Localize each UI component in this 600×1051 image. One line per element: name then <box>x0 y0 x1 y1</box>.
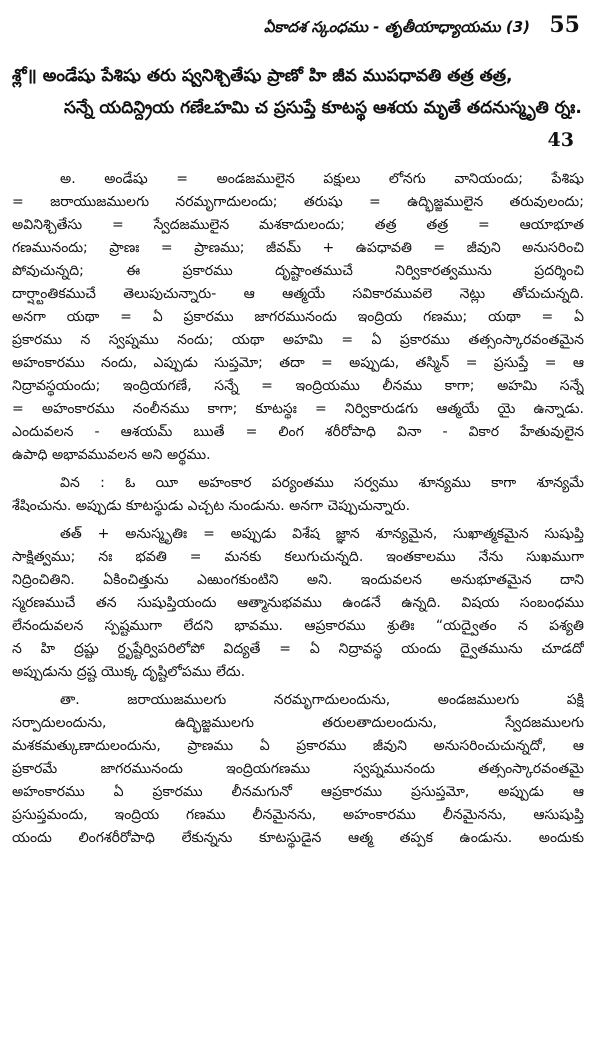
commentary-paragraph <box>12 168 584 467</box>
commentary-body <box>12 168 584 855</box>
text-line: అనగా యథా = ఏ ప్రకారము జాగరమునందు ఇంద్రియ గణము; యథా = ఏ <box>12 309 584 325</box>
text-line: స్మరణముచే తన సుషుప్తియందు ఆత్మానుభవము ఉండనే ఉన్నది. విషయ సంబంధము <box>12 595 584 611</box>
commentary-paragraph <box>12 689 584 850</box>
text-line: సాక్షిత్వము; నః భవతి = మనకు కలుగుచున్నది. ఇంతకాలము నేను సుఖముగా <box>12 549 584 565</box>
commentary-paragraph <box>12 472 584 518</box>
text-line: శేషించును. అప్పుడు కూటస్థుడు ఎచ్చట నుండును. అనగా చెప్పుచున్నారు. <box>12 498 411 514</box>
text-line: నిద్రావస్థయందు; ఇంద్రియగణే, సన్నే = ఇంద్రియము లీనము కాగా; అహమి సన్నే <box>12 378 584 394</box>
text-line: అహంకారము నందు, ఎప్పుడు సుప్తమో; తదా = అప్పుడు, తస్మిన్ = ప్రసుప్తే = ఆ <box>12 355 584 371</box>
text-line: సర్పాదులందును, ఉద్భిజ్జములగు తరులతాదులందును, స్వేదజములగు <box>12 715 584 731</box>
text-line: = అహంకారము నంలీనము కాగా; కూటస్థః = నిర్వికారుడగు ఆత్మయే యై ఉన్నాడు. <box>12 401 584 417</box>
sloka-line-2: సన్నే యదిన్ద్రియ గణేఽహమి చ ప్రసుప్తే కూటస్థ ఆశయ మృతే తదనుస్మృతి ర్నః. <box>64 98 582 118</box>
running-title: ఏకాదశ స్కంధము - తృతీయాధ్యాయము (3) <box>263 18 530 36</box>
text-line: అవినిశ్చితేసు = స్వేదజములైన మశకాదులందు; తత్ర తత్ర = ఆయాభూత <box>12 217 584 233</box>
text-line: విన : ఓ యీ అహంకార పర్యంతము సర్వము శూన్యము కాగా శూన్యమే <box>60 475 584 491</box>
text-line: లేనందువలన స్పష్టముగా లేదని భావము. ఆప్రకారము శ్రుతిః “యద్వైతం న పశ్యతి <box>12 618 584 634</box>
text-line: ప్రకారము న స్వప్నము నందు; యథా అహమి = ఏ ప్రకారము తత్సంస్కారవంతమైన <box>12 332 584 348</box>
sloka-verse <box>12 60 584 156</box>
text-line: న హి ద్రష్టు ర్దృష్టేర్విపరిలోపో విద్యతే = ఏ నిద్రావస్థ యందు ద్వైతమును చూడదో <box>12 641 584 657</box>
text-line: గణమునందు; ప్రాణః = ప్రాణము; జీవమ్ + ఉపధావతి = జీవుని అనుసరించి <box>12 240 584 256</box>
text-line: పోవుచున్నది; ఈ ప్రకారము దృష్టాంతముచే నిర్వికారత్వమును ప్రదర్శించి <box>12 263 584 279</box>
text-line: ఎందువలన - ఆశయమ్ ఋతే = లింగ శరీరోపాధి వినా - వికార హేతువులైన <box>12 424 584 440</box>
text-line: తత్ + అనుస్మృతిః = అప్పుడు విశేష జ్ఞాన శూన్యమైన, సుఖాత్మకమైన సుషుప్తి <box>60 526 584 542</box>
text-line: ప్రకారమే జాగరమునందు ఇంద్రియగణము స్వప్నమునందు తత్సంస్కారవంతమై <box>12 761 584 777</box>
text-line: యందు లింగశరీరోపాధి లేకున్నను కూటస్థుడైన ఆత్మ తప్పక ఉండును. అందుకు <box>12 830 584 846</box>
text-line: మశకమత్కుణాదులందును, ప్రాణము ఏ ప్రకారము జీవుని అనుసరించుచున్నదో, ఆ <box>12 738 584 754</box>
text-line: అప్పుడును ద్రష్ట యొక్క దృష్టిలోపము లేదు. <box>12 664 246 680</box>
sloka-line-1: శ్లో॥ అండేషు పేశిషు తరు ష్వనిశ్చితేషు ప్రాణో హి జీవ ముపధావతి తత్ర తత్ర, <box>12 66 513 86</box>
text-line: ఉపాధి అభావమువలన అని అర్థము. <box>12 447 211 463</box>
verse-number: 43 <box>547 129 574 151</box>
text-line: = జరాయుజములగు నరమృగాదులందు; తరుషు = ఉద్భిజ్జములైన తరువులందు; <box>12 194 584 210</box>
page-header <box>0 14 600 44</box>
text-line: దార్ష్టాంతికముచే తెలుపుచున్నారు- ఆ ఆత్మయే సవికారమువలె నెట్లు తోచుచున్నది. <box>12 286 584 302</box>
text-line: అహంకారము ఏ ప్రకారము లీనమగునో ఆప్రకారము ప్రసుప్తమో, అప్పుడు ఆ <box>12 784 584 800</box>
page-number: 55 <box>549 12 580 38</box>
text-line: నిద్రించితిని. ఏకించిత్తును ఎఱుంగకుంటిని అని. ఇందువలన అనుభూతమైన దాని <box>12 572 584 588</box>
text-line: తా. జరాయుజములగు నరమృగాదులందును, అండజములగు పక్షి <box>60 692 584 708</box>
text-line: ప్రసుప్తమందు, ఇంద్రియ గణము లీనమైనను, అహంకారము లీనమైనను, ఆసుషుప్తి <box>12 807 584 823</box>
text-line: అ. అండేషు = అండజములైన పక్షులు లోనగు వానియందు; పేశిషు <box>60 171 584 187</box>
commentary-paragraph <box>12 523 584 684</box>
